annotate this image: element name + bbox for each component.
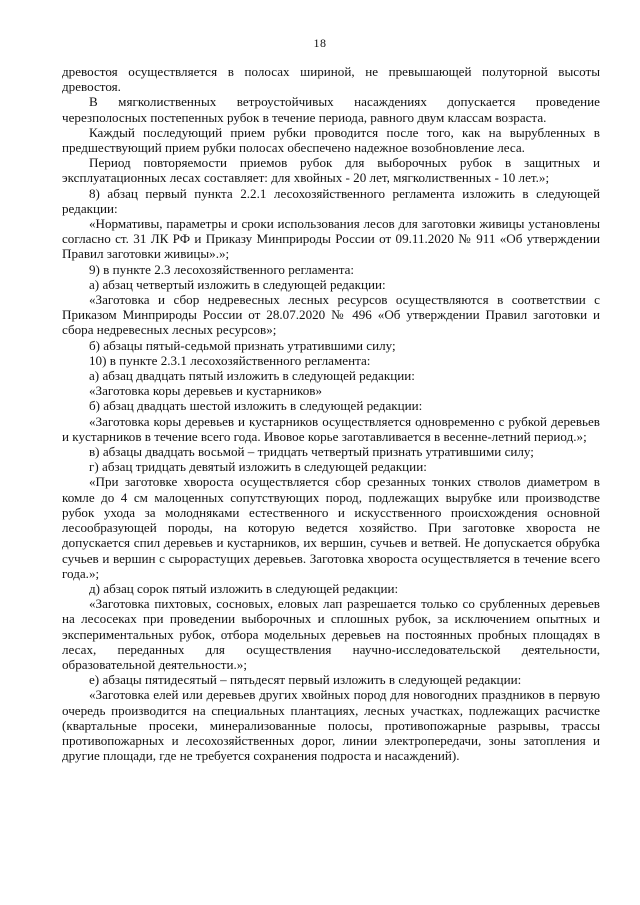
paragraph: б) абзацы пятый-седьмой признать утратившими силу;	[89, 337, 396, 353]
paragraph: б) абзац двадцать шестой изложить в следующей редакции:	[89, 398, 423, 414]
paragraph: «Заготовка пихтовых, сосновых, еловых лап разрешается только со срубленных деревьев на лесосеках при проведении выборочных и сплошных рубок, за исключением опытных и экспериментальных рубок, отбора модельных деревьев на постоянных пробных площадях в лесах, переданных для осуществления научно-исследовательской деятельности, образовательной деятельности.»;	[62, 596, 600, 672]
paragraph: «Заготовка коры деревьев и кустарников»	[89, 383, 323, 399]
paragraph: 10) в пункте 2.3.1 лесохозяйственного регламента:	[89, 352, 371, 368]
document-body	[62, 64, 600, 763]
paragraph: «Заготовка елей или деревьев других хвойных пород для новогодних праздников в первую очередь производится на специальных плантациях, лесных участках, подлежащих расчистке (квартальные просеки, минерализованные полосы, противопожарные разрывы, трассы противопожарных и лесохозяйственных дорог, линии электропередачи, зоны затопления и другие площади, где не требуется сохранения подроста и насаждений).	[62, 687, 600, 764]
paragraph: В мягколиственных ветроустойчивых насаждениях допускается проведение черезполосных постепенных рубок в течение периода, равного двум классам возраста.	[62, 94, 600, 125]
paragraph: а) абзац двадцать пятый изложить в следующей редакции:	[89, 368, 415, 384]
paragraph: г) абзац тридцать девятый изложить в следующей редакции:	[89, 459, 427, 475]
page-number: 18	[313, 36, 327, 50]
paragraph: «Заготовка и сбор недревесных лесных ресурсов осуществляются в соответствии с Приказом Минприроды России от 28.07.2020 № 496 «Об утверждении Правил заготовки и сбора недревесных лесных ресурсов»;	[62, 292, 600, 338]
paragraph: Период повторяемости приемов рубок для выборочных рубок в защитных и эксплуатационных лесах составляет: для хвойных - 20 лет, мягколиственных - 10 лет.»;	[62, 155, 600, 186]
paragraph: д) абзац сорок пятый изложить в следующей редакции:	[89, 580, 399, 596]
paragraph: «Заготовка коры деревьев и кустарников осуществляется одновременно с рубкой деревьев и кустарников в течение всего года. Ивовое корье заготавливается в весенне-летний период.»;	[62, 413, 600, 444]
paragraph: 8) абзац первый пункта 2.2.1 лесохозяйственного регламента изложить в следующей редакции:	[62, 185, 600, 216]
paragraph: а) абзац четвертый изложить в следующей редакции:	[89, 276, 386, 292]
paragraph: «Нормативы, параметры и сроки использования лесов для заготовки живицы установлены согласно ст. 31 ЛК РФ и Приказу Минприроды России от 09.11.2020 № 911 «Об утверждении Правил заготовки живицы».»;	[62, 216, 600, 262]
paragraph: «При заготовке хвороста осуществляется сбор срезанных тонких стволов диаметром в комле до 4 см малоценных сопутствующих пород, подлежащих вырубке или производстве рубок ухода за молодняками естественного и искусственного происхождения основной лесообразующей породы, на которую ведется хозяйство. При заготовке хвороста не допускается спил деревьев и кустарников, их вершин, сучьев и ветвей. Не допускается обрубка сучьев и вершин с сыроpастущих деревьев. Заготовка хвороста осуществляется в течение всего года.»;	[62, 474, 600, 581]
paragraph: е) абзацы пятидесятый – пятьдесят первый изложить в следующей редакции:	[89, 672, 522, 688]
paragraph: в) абзацы двадцать восьмой – тридцать четвертый признать утратившими силу;	[89, 444, 534, 460]
paragraph: 9) в пункте 2.3 лесохозяйственного регламента:	[89, 261, 355, 277]
paragraph: Каждый последующий прием рубки проводится после того, как на вырубленных в предшествующий прием рубки полосах обеспечено надежное возобновление леса.	[62, 124, 600, 156]
paragraph: древостоя осуществляется в полосах шириной, не превышающей полуторной высоты древостоя.	[62, 64, 600, 95]
